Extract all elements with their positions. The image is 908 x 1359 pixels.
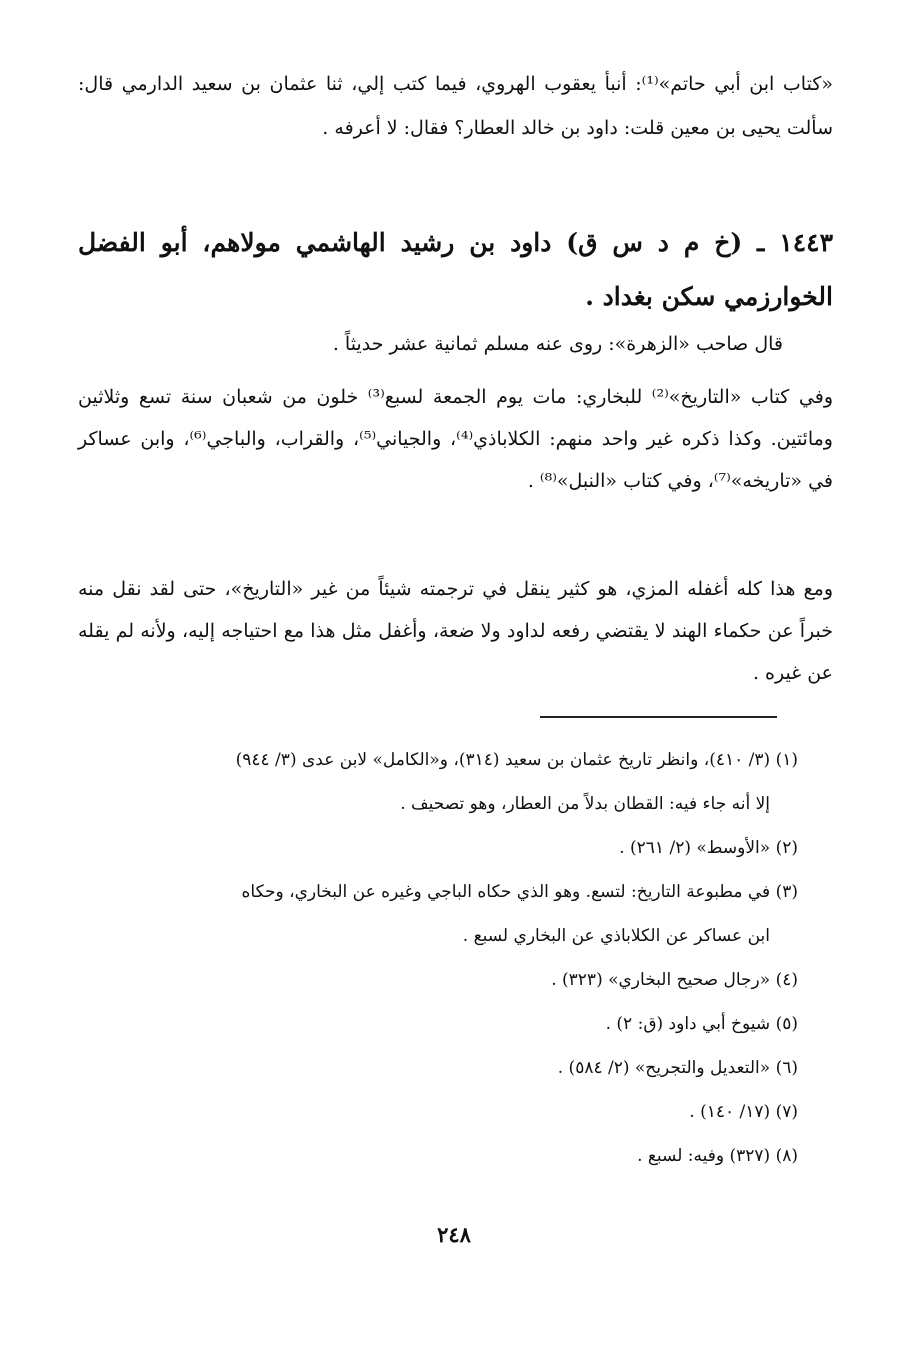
opening-paragraph: «كتاب ابن أبي حاتم»⁽¹⁾: أنبأ يعقوب الهروي، فيما كتب إلي، ثنا عثمان بن سعيد الدارمي قال: سألت يحيى بن معين قلت: داود بن خالد العطار؟ فقال: لا أعرفه .	[78, 73, 834, 139]
footnote-1	[78, 738, 798, 826]
footnote-4-text: (٤) «رجال صحيح البخاري» (٣٢٣) .	[551, 970, 798, 990]
footnote-5-text: (٥) شيوخ أبي داود (ق: ٢) .	[605, 1014, 798, 1034]
footnote-7	[78, 1090, 798, 1134]
footnote-3-continuation: ابن عساكر عن الكلاباذي عن البخاري لسبع .	[462, 926, 770, 946]
paragraph-tarikh: وفي كتاب «التاريخ»⁽²⁾ للبخاري: مات يوم الجمعة لسبع⁽³⁾ خلون من شعبان سنة تسع وثلاثين ومائتين. وكذا ذكره غير واحد منهم: الكلاباذي⁽⁴⁾، والجياني⁽⁵⁾، والقراب، والباجي⁽⁶⁾، وابن عساكر في «تاريخه»⁽⁷⁾، وفي كتاب «النبل»⁽⁸⁾ .	[78, 386, 833, 492]
footnote-2-text: (٢) «الأوسط» (٢/ ٢٦١) .	[619, 838, 798, 858]
entry-heading: ١٤٤٣ ـ (خ م د س ق) داود بن رشيد الهاشمي مولاهم، أبو الفضل الخوارزمي سكن بغداد .	[78, 228, 833, 311]
footnote-8	[78, 1134, 798, 1178]
footnote-5	[78, 1002, 798, 1046]
page-number: ٢٤٨	[437, 1222, 471, 1247]
footnotes	[78, 738, 798, 1178]
footnote-6-text: (٦) «التعديل والتجريح» (٢/ ٥٨٤) .	[557, 1058, 798, 1078]
paragraph-zahra: قال صاحب «الزهرة»: روى عنه مسلم ثمانية عشر حديثاً .	[332, 333, 783, 355]
paragraph-mizzi: ومع هذا كله أغفله المزي، هو كثير ينقل في ترجمته شيئاً من غير «التاريخ»، حتى لقد نقل منه خبراً عن حكماء الهند لا يقتضي رفعه لداود ولا ضعة، وأغفل مثل هذا مع احتياجه إليه، ولأنه لم يقله عن غيره .	[78, 578, 833, 684]
footnote-1-continuation: إلا أنه جاء فيه: القطان بدلاً من العطار، وهو تصحيف .	[400, 794, 770, 814]
footnote-6	[78, 1046, 798, 1090]
footnote-1-text: (١) (٣/ ٤١٠)، وانظر تاريخ عثمان بن سعيد (٣١٤)، و«الكامل» لابن عدى (٣/ ٩٤٤)	[235, 750, 798, 770]
footnote-3	[78, 870, 798, 958]
footnote-divider	[540, 716, 777, 718]
footnote-3-text: (٣) في مطبوعة التاريخ: لتسع. وهو الذي حكاه الباجي وغيره عن البخاري، وحكاه	[241, 882, 798, 902]
footnote-2	[78, 826, 798, 870]
footnote-8-text: (٨) (٣٢٧) وفيه: لسبع .	[637, 1146, 798, 1166]
footnote-7-text: (٧) (١٧/ ١٤٠) .	[689, 1102, 798, 1122]
footnote-4	[78, 958, 798, 1002]
